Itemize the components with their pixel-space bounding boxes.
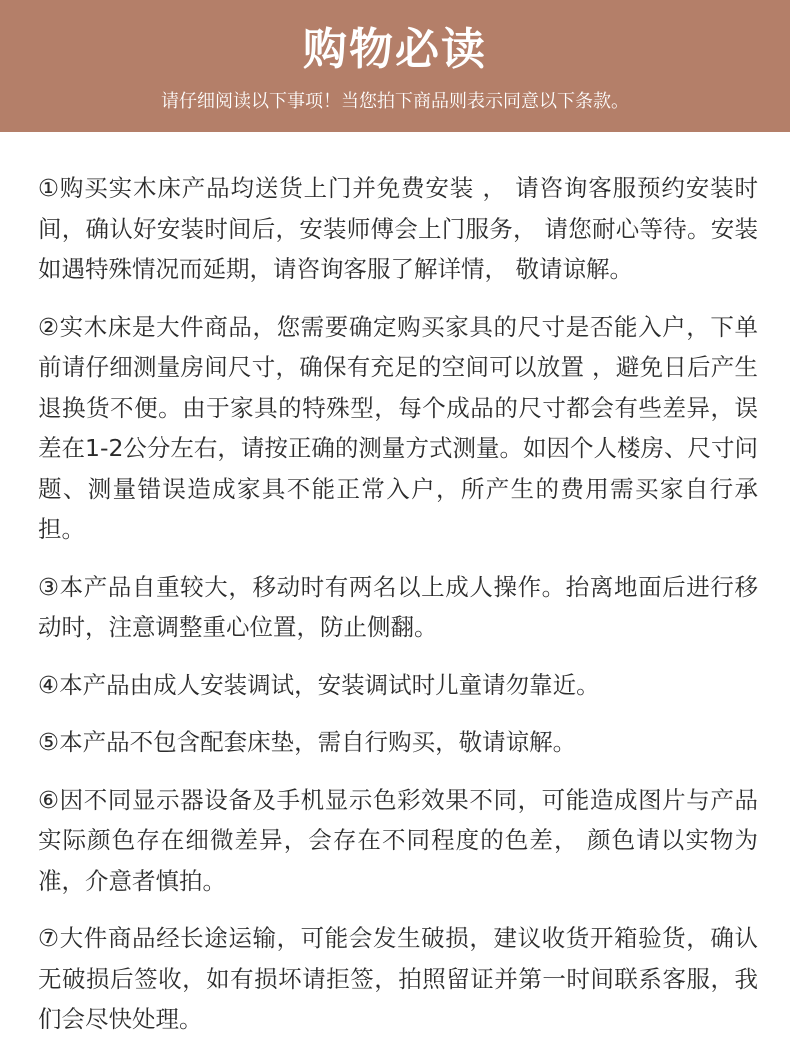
page-title: 购物必读 <box>303 24 487 75</box>
notice-item-2: ②实木床是大件商品，您需要确定购买家具的尺寸是否能入户，下单前请仔细测量房间尺寸，确保有充足的空间可以放置 ，避免日后产生退换货不便。由于家具的特殊型，每个成品的尺寸都会有些差异，误差在1-2公分左右，请按正确的测量方式测量。如因个人楼房、尺寸问题、测量错误造成家具不能正常入户，所产生的费用需买家自行承担。 <box>38 312 758 543</box>
notice-item-6: ⑥因不同显示器设备及手机显示色彩效果不同，可能造成图片与产品实际颜色存在细微差异，会存在不同程度的色差， 颜色请以实物为准，介意者慎拍。 <box>38 785 758 895</box>
header-banner <box>0 0 790 132</box>
notice-list <box>38 168 758 1057</box>
notice-item-4: ④本产品由成人安装调试，安装调试时儿童请勿靠近。 <box>38 670 600 699</box>
notice-item-7: ⑦大件商品经长途运输，可能会发生破损，建议收货开箱验货，确认无破损后签收，如有损坏请拒签，拍照留证并第一时间联系客服，我们会尽快处理。 <box>38 924 758 1033</box>
page-subtitle: 请仔细阅读以下事项！当您拍下商品则表示同意以下条款。 <box>161 91 629 112</box>
notice-item-3: ③本产品自重较大，移动时有两名以上成人操作。抬离地面后进行移动时，注意调整重心位置，防止侧翻。 <box>38 572 758 641</box>
notice-item-5: ⑤本产品不包含配套床垫，需自行购买，敬请谅解。 <box>38 728 577 756</box>
notice-item-1: ①购买实木床产品均送货上门并免费安装 ， 请咨询客服预约安装时间，确认好安装时间后，安装师傅会上门服务， 请您耐心等待。安装如遇特殊情况而延期，请咨询客服了解详情， 敬请谅解。 <box>38 174 758 283</box>
